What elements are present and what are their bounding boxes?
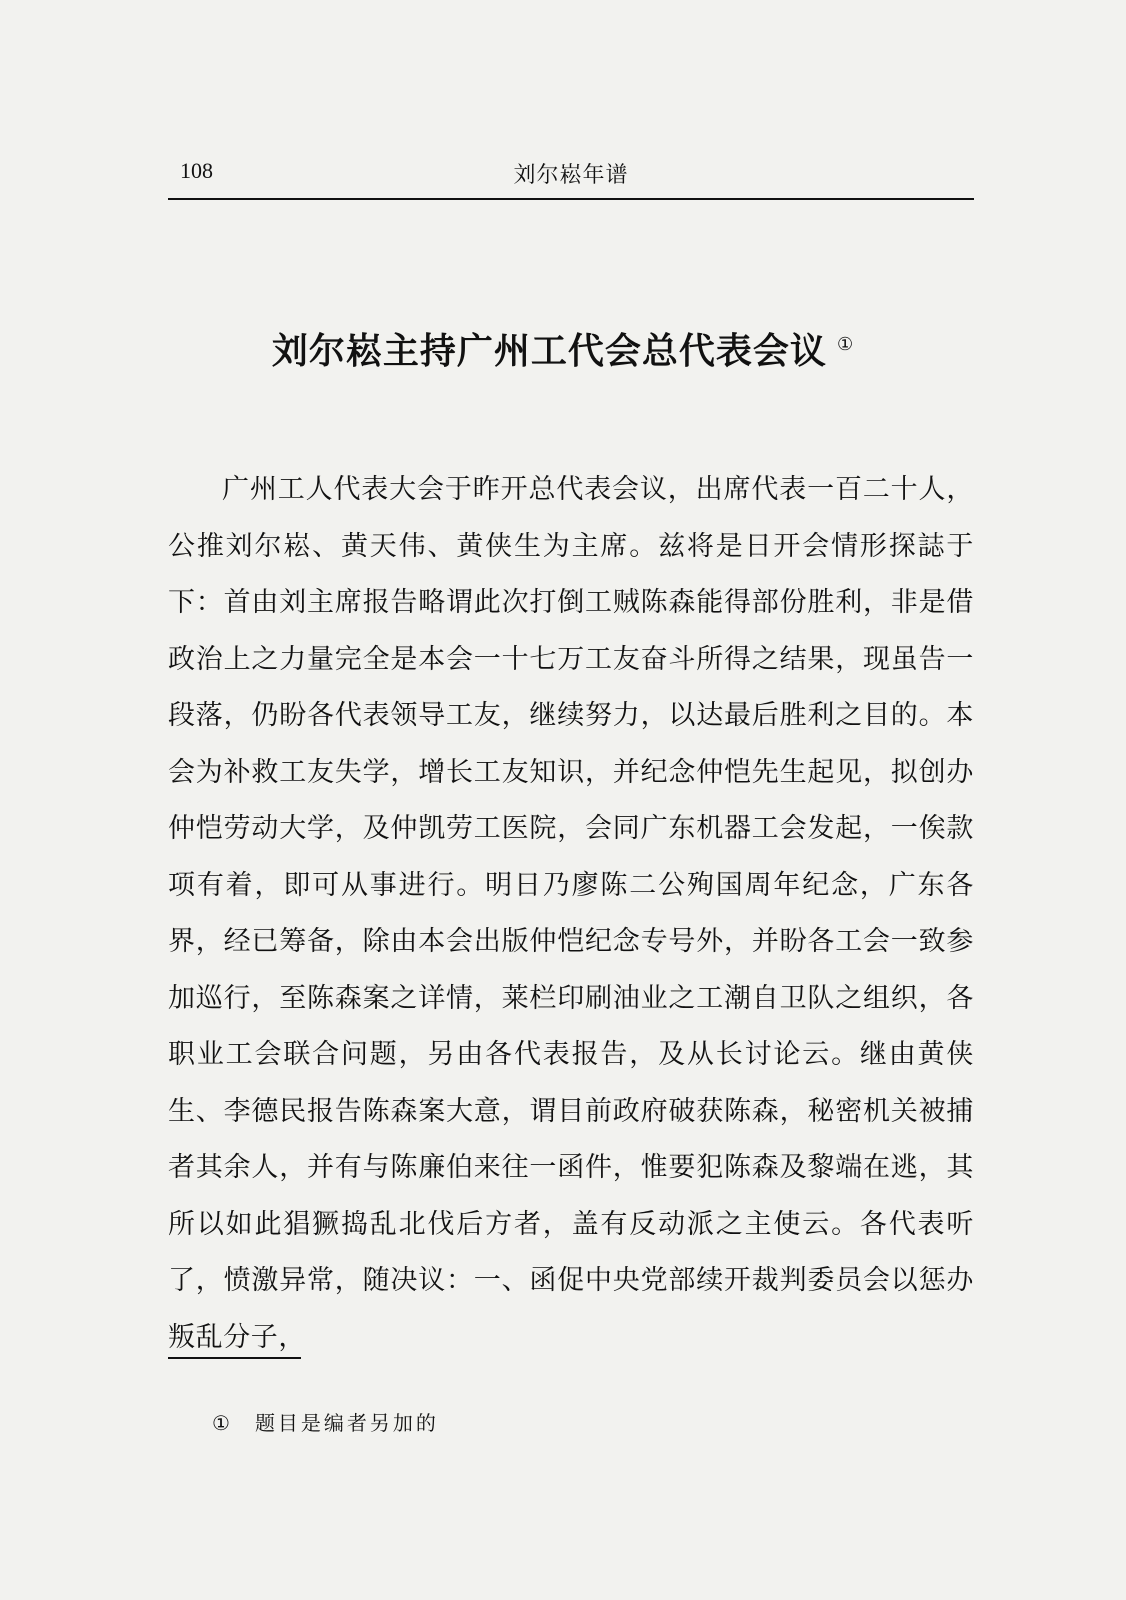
article-title-text: 刘尔崧主持广州工代会总代表会议 (271, 331, 827, 372)
footnote (212, 1407, 439, 1436)
article-title (150, 323, 976, 374)
running-title: 刘尔崧年谱 (513, 163, 629, 188)
footnote-reference: ① (836, 334, 855, 355)
footnote-text: 题目是编者另加的 (254, 1411, 439, 1435)
article-body: 广州工人代表大会于昨开总代表会议，出席代表一百二十人，公推刘尔崧、黄天伟、黄侠生为主席。兹将是日开会情形探誌于下：首由刘主席报告略谓此次打倒工贼陈森能得部份胜利，非是借政治上之力量完全是本会一十七万工友奋斗所得之结果，现虽告一段落，仍盼各代表领导工友，继续努力，以达最后胜利之目的。本会为补救工友失学，增长工友知识，并纪念仲恺先生起见，拟创办仲恺劳动大学，及仲凯劳工医院，会同广东机器工会发起，一俟款项有着，即可从事进行。明日乃廖陈二公殉国周年纪念，广东各界，经已筹备，除由本会出版仲恺纪念专号外，并盼各工会一致参加巡行，至陈森案之详情，莱栏印刷油业之工潮自卫队之组织，各职业工会联合问题，另由各代表报告，及从长讨论云。继由黄侠生、李德民报告陈森案大意，谓目前政府破获陈森，秘密机关被捕者其余人，并有与陈廉伯来往一函件，惟要犯陈森及黎端在逃，其所以如此猖獗捣乱北伐后方者，盖有反动派之主使云。各代表听了，愤激异常，随决议：一、函促中央党部续开裁判委员会以惩办叛乱分子， (168, 474, 974, 1353)
page-number: 108 (180, 158, 213, 183)
footnote-divider (168, 1357, 301, 1359)
footnote-mark: ① (212, 1411, 233, 1435)
page-header (168, 150, 974, 200)
